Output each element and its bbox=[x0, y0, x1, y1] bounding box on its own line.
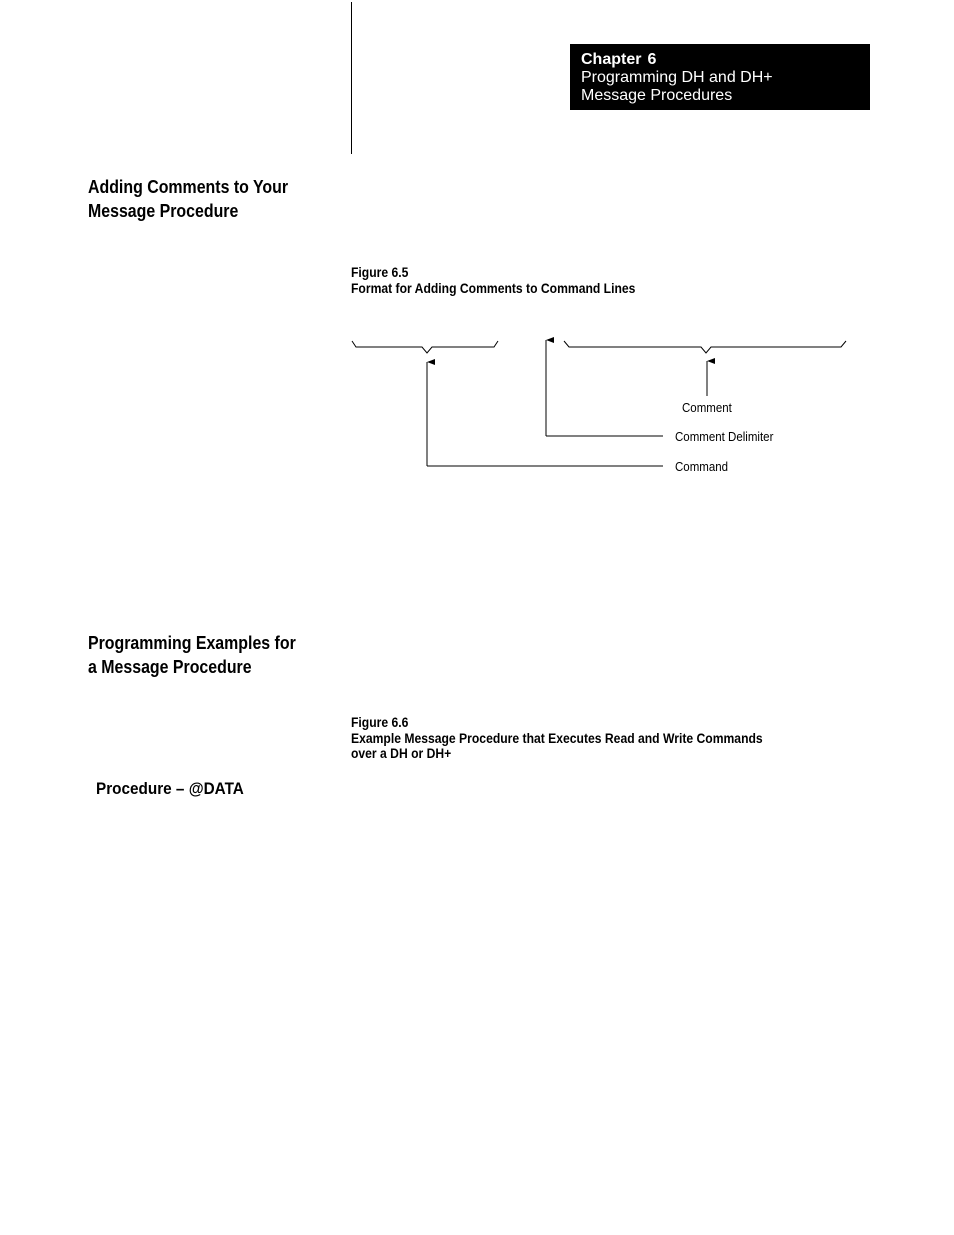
comment-label: Comment bbox=[682, 401, 732, 415]
section-heading-line1: Adding Comments to Your bbox=[88, 176, 289, 197]
section-heading-adding-comments bbox=[88, 175, 288, 223]
figure-6-5-caption bbox=[351, 265, 635, 296]
section-heading-programming-examples bbox=[88, 631, 296, 679]
chapter-number: 6 bbox=[647, 51, 657, 68]
chapter-title-line2: Message Procedures bbox=[581, 87, 733, 104]
chapter-label-line bbox=[581, 51, 870, 69]
margin-rule bbox=[351, 2, 352, 154]
diagram-lines bbox=[340, 330, 860, 490]
chapter-label: Chapter bbox=[581, 51, 642, 68]
section-heading-line1: Programming Examples for bbox=[88, 632, 296, 653]
chapter-header bbox=[570, 44, 870, 110]
figure-6-6-title-line1: Example Message Procedure that Executes Read and Write Commands bbox=[351, 730, 763, 746]
procedure-label: Procedure – @DATA bbox=[96, 779, 244, 798]
figure-6-5-title: Format for Adding Comments to Command Lines bbox=[351, 280, 636, 296]
comment-format-diagram bbox=[340, 330, 860, 490]
command-brace bbox=[352, 341, 498, 353]
section-heading-line2: a Message Procedure bbox=[88, 656, 252, 677]
chapter-title-line1: Programming DH and DH+ bbox=[581, 69, 773, 86]
figure-6-6-title-line2: over a DH or DH+ bbox=[351, 746, 452, 761]
figure-6-6-caption bbox=[351, 715, 763, 762]
figure-6-6-number: Figure 6.6 bbox=[351, 715, 409, 730]
comment-brace bbox=[564, 341, 846, 353]
figure-6-5-number: Figure 6.5 bbox=[351, 265, 409, 280]
comment-delimiter-label: Comment Delimiter bbox=[675, 430, 774, 444]
section-heading-line2: Message Procedure bbox=[88, 200, 239, 221]
command-label: Command bbox=[675, 460, 729, 474]
